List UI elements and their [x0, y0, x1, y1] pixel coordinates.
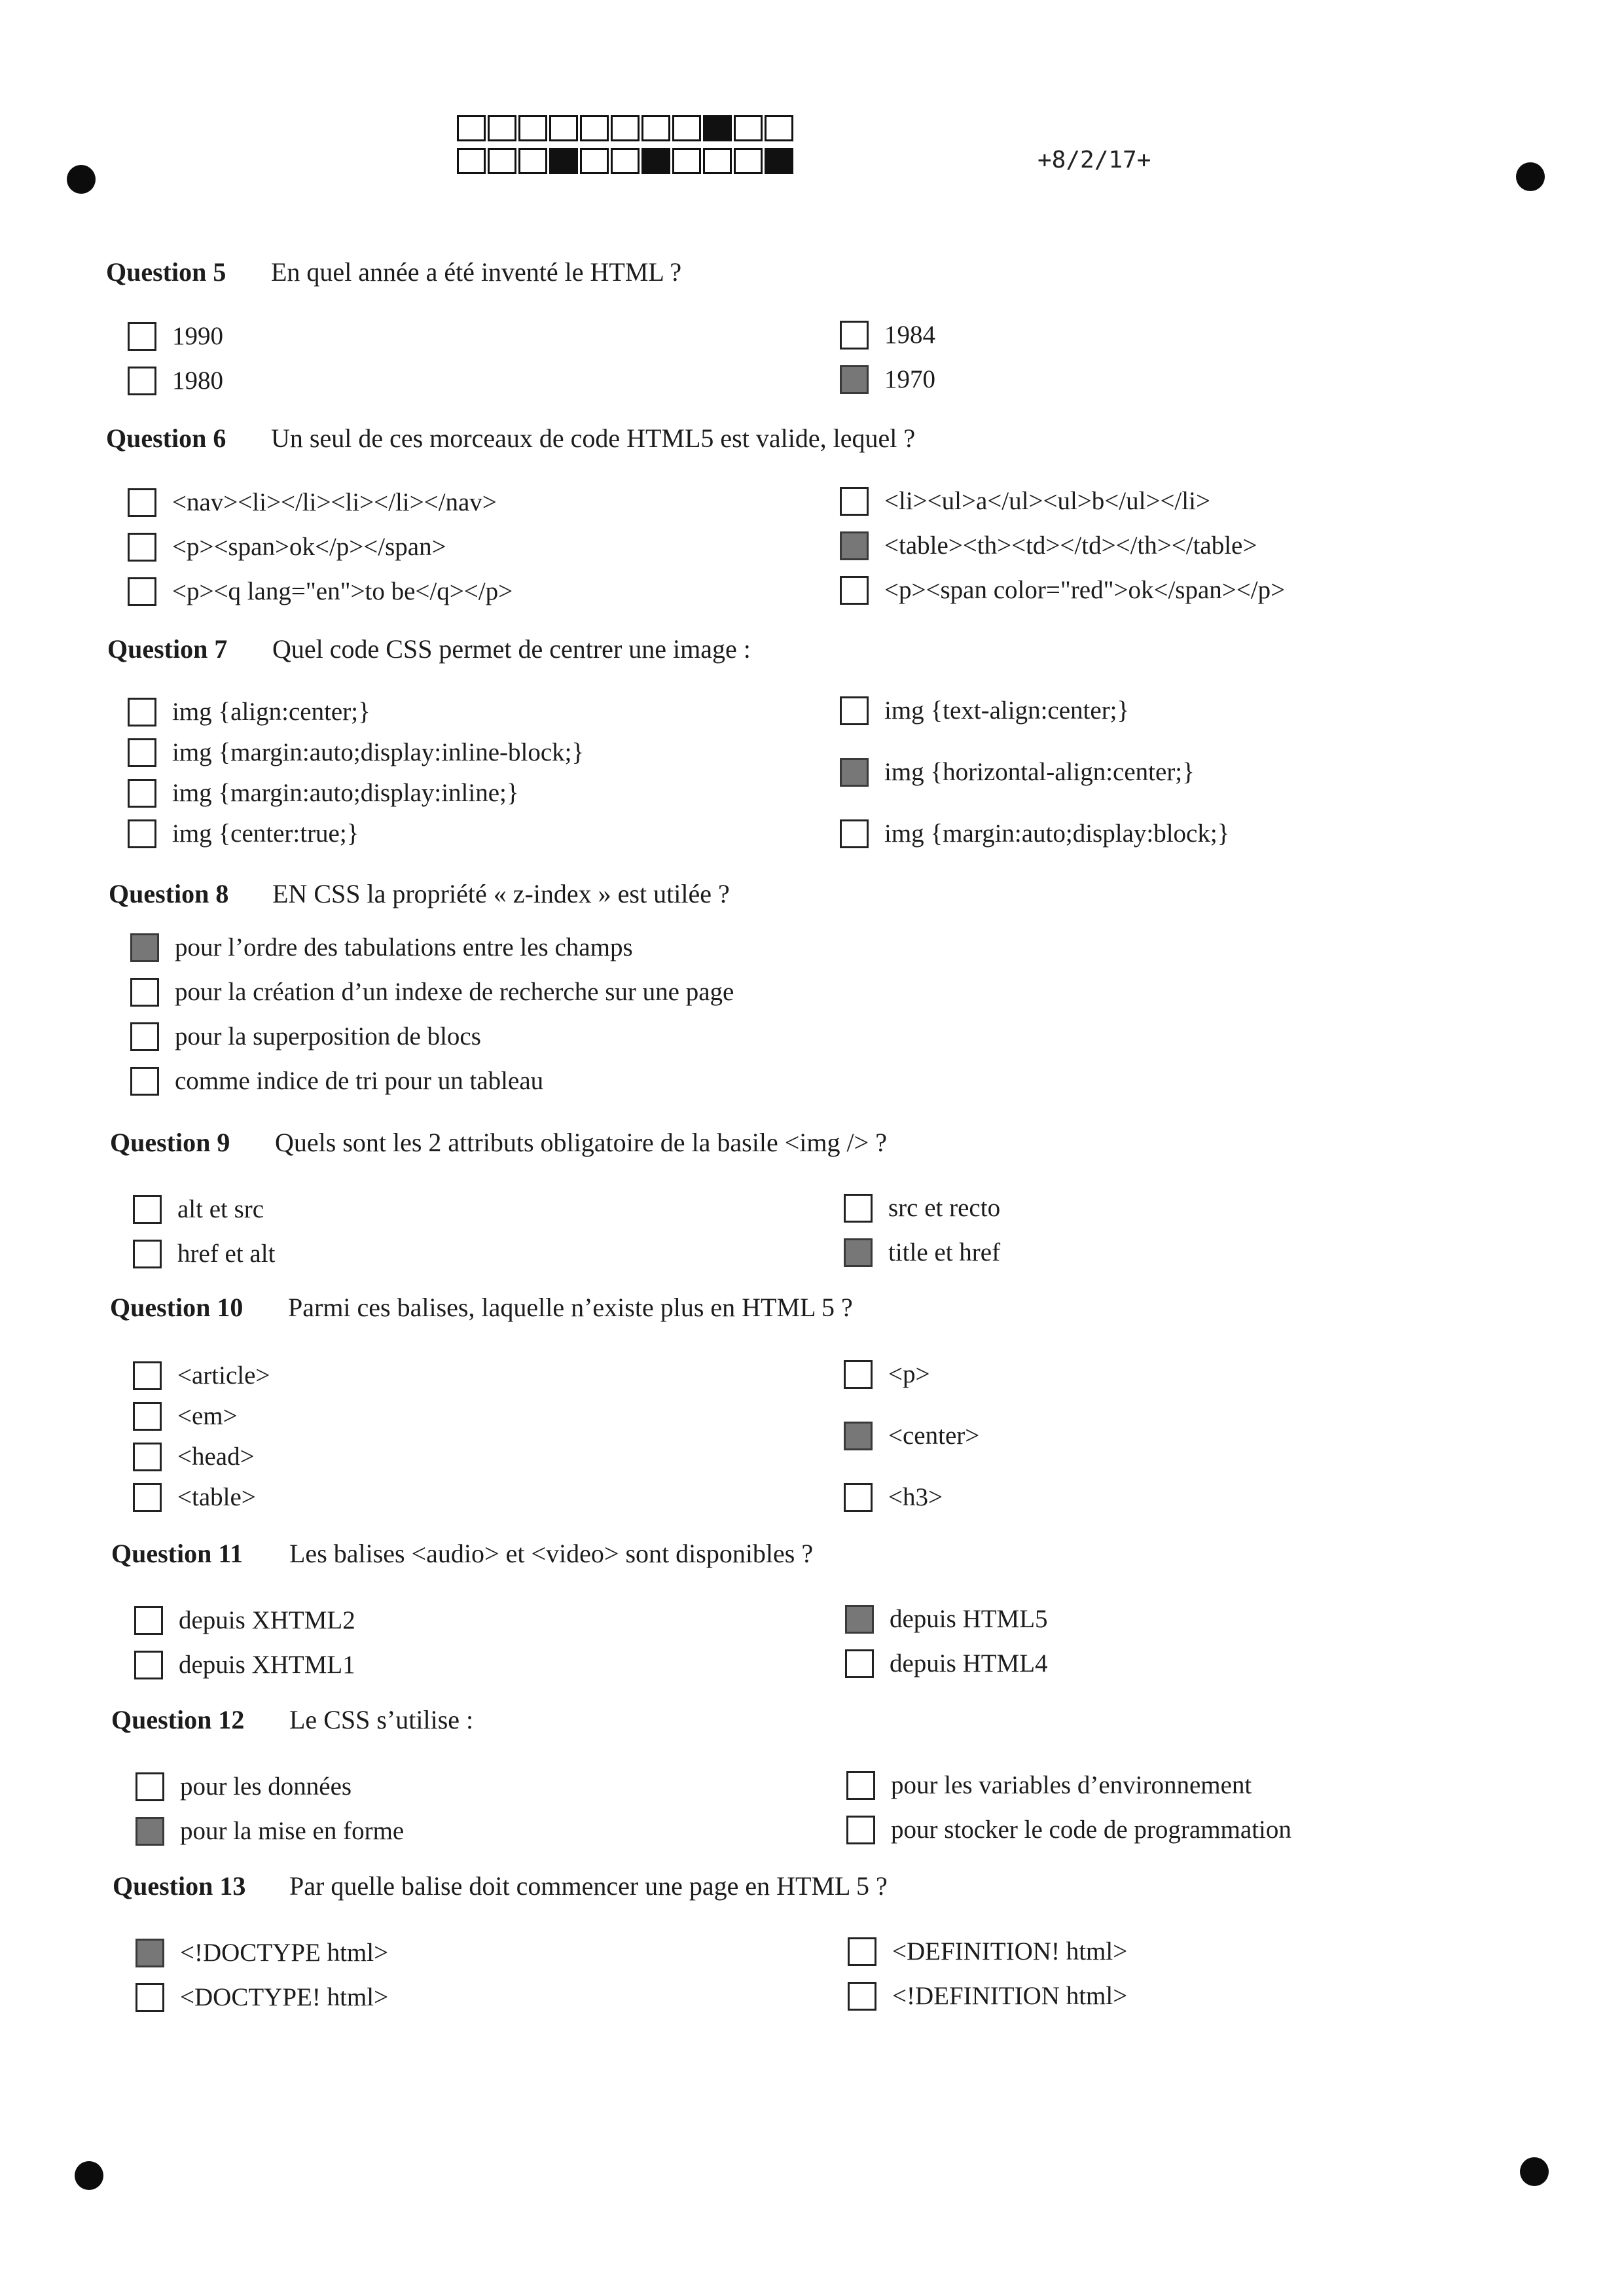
answer-option[interactable]	[134, 1606, 355, 1635]
question-text: Par quelle balise doit commencer une page en HTML 5 ?	[289, 1871, 888, 1901]
answer-option[interactable]	[840, 819, 1229, 848]
checkbox[interactable]	[134, 1606, 163, 1635]
answer-option[interactable]	[128, 533, 446, 562]
question-text: Parmi ces balises, laquelle n’existe plus en HTML 5 ?	[288, 1293, 853, 1322]
id-code-cell	[734, 115, 763, 141]
id-code-cell	[703, 115, 732, 141]
id-code-cell	[611, 148, 640, 174]
answer-option-label: img {align:center;}	[172, 698, 370, 726]
answer-option[interactable]	[844, 1238, 1000, 1267]
question-text: Le CSS s’utilise :	[289, 1705, 474, 1734]
answer-option[interactable]	[130, 1022, 481, 1051]
checkbox-checked[interactable]	[845, 1605, 874, 1634]
checkbox[interactable]	[134, 1651, 163, 1679]
answer-option[interactable]	[840, 531, 1257, 560]
id-code-cell	[549, 115, 578, 141]
answer-option-label: depuis HTML5	[890, 1605, 1048, 1633]
id-code-cell	[580, 148, 609, 174]
id-code-cell	[457, 115, 486, 141]
id-code-cell	[488, 115, 516, 141]
answer-option[interactable]	[128, 367, 223, 395]
answer-option[interactable]	[848, 1937, 1127, 1966]
answer-option-label: img {text-align:center;}	[884, 696, 1130, 725]
answer-option-label: <p><span>ok</p></span>	[172, 533, 446, 561]
checkbox[interactable]	[128, 322, 156, 351]
question-text: Les balises <audio> et <video> sont disponibles ?	[289, 1539, 814, 1568]
checkbox[interactable]	[840, 696, 869, 725]
id-code-cell	[549, 148, 578, 174]
answer-option-label: depuis XHTML1	[179, 1651, 355, 1679]
id-code-cell	[457, 148, 486, 174]
answer-option[interactable]	[848, 1982, 1127, 2011]
answer-option-label: pour les variables d’environnement	[891, 1771, 1252, 1799]
id-code-cell	[580, 115, 609, 141]
answer-option[interactable]	[133, 1483, 256, 1512]
checkbox-checked[interactable]	[840, 531, 869, 560]
answer-option[interactable]	[128, 738, 584, 767]
answer-option[interactable]	[133, 1240, 275, 1268]
answer-option[interactable]	[844, 1360, 930, 1389]
checkbox[interactable]	[128, 488, 156, 517]
question-number: Question 13	[113, 1871, 246, 1901]
answer-option-label: <em>	[177, 1402, 238, 1430]
checkbox[interactable]	[128, 698, 156, 726]
answer-option-label: <!DEFINITION html>	[892, 1982, 1128, 2010]
id-code-cell	[518, 148, 547, 174]
answer-option[interactable]	[128, 698, 370, 726]
answer-option-label: pour la superposition de blocs	[175, 1022, 481, 1050]
id-code-row	[457, 148, 795, 174]
checkbox[interactable]	[128, 533, 156, 562]
answer-option-label: <nav><li></li><li></li></nav>	[172, 488, 497, 516]
registration-mark-top-left	[67, 165, 96, 194]
answer-option-label: alt et src	[177, 1195, 264, 1223]
id-code-cell	[488, 148, 516, 174]
answer-option[interactable]	[128, 488, 497, 517]
answer-option-label: <li><ul>a</ul><ul>b</ul></li>	[884, 487, 1210, 515]
answer-option-label: 1984	[884, 321, 935, 349]
answer-option[interactable]	[844, 1483, 943, 1512]
answer-option-label: <DEFINITION! html>	[892, 1937, 1128, 1965]
answer-option-label: pour les données	[180, 1772, 352, 1801]
question-number: Question 5	[106, 257, 226, 287]
answer-option[interactable]	[128, 322, 223, 351]
answer-option[interactable]	[135, 1772, 352, 1801]
checkbox-checked[interactable]	[844, 1422, 873, 1450]
answer-option[interactable]	[128, 779, 519, 808]
checkbox-checked[interactable]	[844, 1238, 873, 1267]
answer-option[interactable]	[840, 365, 935, 394]
page-code: +8/2/17+	[1038, 147, 1151, 173]
answer-option[interactable]	[135, 1983, 388, 2012]
registration-mark-top-right	[1516, 162, 1545, 191]
answer-option-label: href et alt	[177, 1240, 276, 1268]
answer-option-label: 1980	[172, 367, 223, 395]
question-number: Question 8	[109, 879, 229, 908]
answer-option-label: <table>	[177, 1483, 256, 1511]
checkbox[interactable]	[840, 819, 869, 848]
checkbox[interactable]	[133, 1443, 162, 1471]
answer-option-label: img {horizontal-align:center;}	[884, 758, 1195, 786]
answer-option[interactable]	[135, 1817, 404, 1846]
answer-option-label: <center>	[888, 1422, 980, 1450]
checkbox[interactable]	[840, 321, 869, 350]
answer-option-label: comme indice de tri pour un tableau	[175, 1067, 544, 1095]
checkbox[interactable]	[133, 1195, 162, 1224]
registration-mark-bottom-right	[1520, 2157, 1549, 2186]
question-number: Question 9	[110, 1128, 230, 1157]
answer-option-label: pour l’ordre des tabulations entre les champs	[175, 933, 633, 961]
answer-option[interactable]	[135, 1939, 388, 1967]
answer-option-label: <p>	[888, 1360, 930, 1388]
answer-option[interactable]	[133, 1195, 264, 1224]
question-number: Question 12	[111, 1705, 245, 1734]
answer-option[interactable]	[845, 1605, 1048, 1634]
question-text: Un seul de ces morceaux de code HTML5 est valide, lequel ?	[271, 423, 916, 453]
checkbox[interactable]	[130, 1067, 159, 1096]
id-code-cell	[641, 148, 670, 174]
question-text: Quels sont les 2 attributs obligatoire de la basile <img /> ?	[275, 1128, 887, 1157]
answer-option-label: <table><th><td></td></th></table>	[884, 531, 1257, 560]
answer-option[interactable]	[133, 1402, 238, 1431]
answer-option[interactable]	[130, 978, 734, 1007]
checkbox[interactable]	[845, 1649, 874, 1678]
checkbox[interactable]	[135, 1983, 164, 2012]
checkbox[interactable]	[128, 367, 156, 395]
answer-option-label: pour la mise en forme	[180, 1817, 405, 1845]
id-code-cell	[672, 115, 701, 141]
answer-option[interactable]	[846, 1771, 1252, 1800]
checkbox[interactable]	[844, 1194, 873, 1223]
id-code-cell	[703, 148, 732, 174]
answer-option[interactable]	[130, 933, 633, 962]
answer-option-label: img {margin:auto;display:inline;}	[172, 779, 519, 807]
id-code-row	[457, 115, 795, 141]
checkbox[interactable]	[846, 1771, 875, 1800]
answer-option-label: img {center:true;}	[172, 819, 359, 848]
answer-option[interactable]	[133, 1361, 270, 1390]
id-code-cell	[518, 115, 547, 141]
checkbox-checked[interactable]	[840, 758, 869, 787]
answer-option[interactable]	[840, 758, 1195, 787]
id-code-cell	[765, 115, 793, 141]
checkbox[interactable]	[848, 1937, 876, 1966]
checkbox[interactable]	[128, 819, 156, 848]
answer-option[interactable]	[846, 1816, 1291, 1844]
answer-option-label: <head>	[177, 1443, 255, 1471]
checkbox[interactable]	[133, 1240, 162, 1268]
registration-mark-bottom-left	[75, 2161, 103, 2190]
answer-option-label: 1970	[884, 365, 935, 393]
answer-option[interactable]	[134, 1651, 355, 1679]
answer-option[interactable]	[840, 696, 1129, 725]
question-text: En quel année a été inventé le HTML ?	[271, 257, 682, 287]
answer-option[interactable]	[128, 577, 513, 606]
answer-option-label: 1990	[172, 322, 223, 350]
checkbox[interactable]	[840, 576, 869, 605]
id-code-cell	[641, 115, 670, 141]
answer-option[interactable]	[840, 576, 1285, 605]
answer-option[interactable]	[845, 1649, 1048, 1678]
answer-option-label: <DOCTYPE! html>	[180, 1983, 389, 2011]
answer-option[interactable]	[133, 1443, 255, 1471]
checkbox[interactable]	[130, 978, 159, 1007]
checkbox[interactable]	[130, 1022, 159, 1051]
question-text: EN CSS la propriété « z-index » est utilée ?	[272, 879, 730, 908]
answer-option[interactable]	[128, 819, 359, 848]
checkbox[interactable]	[135, 1772, 164, 1801]
checkbox[interactable]	[128, 738, 156, 767]
question-number: Question 11	[111, 1539, 244, 1568]
id-code-cell	[672, 148, 701, 174]
checkbox-checked[interactable]	[840, 365, 869, 394]
checkbox-checked[interactable]	[135, 1939, 164, 1967]
answer-option-label: <p><q lang="en">to be</q></p>	[172, 577, 513, 605]
answer-option-label: pour la création d’un indexe de recherche sur une page	[175, 978, 734, 1006]
question-number: Question 10	[110, 1293, 244, 1322]
question-text: Quel code CSS permet de centrer une image :	[272, 634, 751, 664]
checkbox[interactable]	[128, 577, 156, 606]
checkbox[interactable]	[844, 1483, 873, 1512]
answer-option-label: title et href	[888, 1238, 1001, 1266]
answer-option[interactable]	[840, 321, 935, 350]
id-code-cell	[734, 148, 763, 174]
answer-option-label: <p><span color="red">ok</span></p>	[884, 576, 1286, 604]
answer-option-label: pour stocker le code de programmation	[891, 1816, 1291, 1844]
question-number: Question 6	[106, 423, 226, 453]
checkbox[interactable]	[840, 487, 869, 516]
answer-option-label: img {margin:auto;display:block;}	[884, 819, 1230, 848]
id-code-cell	[611, 115, 640, 141]
checkbox[interactable]	[133, 1361, 162, 1390]
answer-option[interactable]	[130, 1067, 543, 1096]
checkbox[interactable]	[848, 1982, 876, 2011]
answer-option[interactable]	[840, 487, 1210, 516]
answer-option-label: depuis HTML4	[890, 1649, 1048, 1677]
question-number: Question 7	[107, 634, 228, 664]
id-code-cell	[765, 148, 793, 174]
checkbox[interactable]	[128, 779, 156, 808]
checkbox-checked[interactable]	[135, 1817, 164, 1846]
answer-option[interactable]	[844, 1194, 1000, 1223]
answer-option-label: <article>	[177, 1361, 270, 1390]
answer-option-label: <!DOCTYPE html>	[180, 1939, 389, 1967]
answer-option-label: <h3>	[888, 1483, 943, 1511]
checkbox[interactable]	[133, 1483, 162, 1512]
checkbox[interactable]	[844, 1360, 873, 1389]
answer-option-label: depuis XHTML2	[179, 1606, 355, 1634]
answer-option[interactable]	[844, 1422, 979, 1450]
checkbox[interactable]	[846, 1816, 875, 1844]
answer-option-label: src et recto	[888, 1194, 1001, 1222]
answer-option-label: img {margin:auto;display:inline-block;}	[172, 738, 585, 766]
checkbox[interactable]	[133, 1402, 162, 1431]
checkbox-checked[interactable]	[130, 933, 159, 962]
